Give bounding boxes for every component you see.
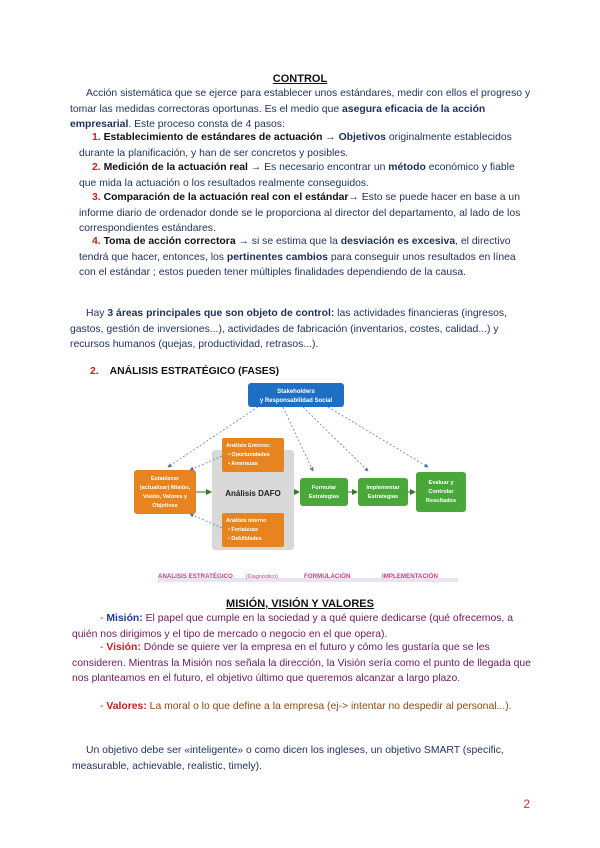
dafo-label: Análisis DAFO [225,489,281,498]
vision-paragraph: - Visión: Dónde se quiere ver la empresa en el futuro y cómo les gustaría que se les consideren. Mientras la Misión nos señala la dirección, la Visión sería como el punto de llegada que nos planteamos en el futuro, el objetivo último que queremos alcanzar a largo plazo. [72,642,531,685]
svg-text:• Oportunidades: • Oportunidades [228,452,270,458]
svg-text:Análisis Entorno:: Análisis Entorno: [226,443,271,449]
control-title: CONTROL [272,73,328,85]
phase-formulacion-label: FORMULACIÓN [304,573,351,580]
control-step-4: 4. Toma de acción correctora → si se estima que la desviación es excesiva, el directivo tendrá que hacer, entonces, los pertinentes cambios para conseguir unos resultados en línea con el estándar ; estos pueden tener múltiples finalidades dependiendo de la causa. [79,236,516,279]
phase-implementacion-label: IMPLEMENTACIÓN [382,573,438,580]
smart-paragraph: Un objetivo debe ser «inteligente» o como dicen los ingleses, un objetivo SMART (specific, measurable, achievable, realistic, timely). [72,745,504,772]
svg-text:Resultados: Resultados [425,498,457,504]
arrow-stake-implementar [303,407,368,471]
page-number: 2 [523,797,530,811]
svg-text:Visión, Valores y: Visión, Valores y [142,494,188,500]
phase-analisis-label: ANALISIS ESTRATÉGICO [158,573,233,580]
svg-text:Formular: Formular [311,485,337,491]
control-step-1: 1. Establecimiento de estándares de actuación → Objetivos originalmente establecidos durante la planificación, y han de ser concretos y posibles. [79,132,512,159]
svg-text:Establecer: Establecer [150,476,180,482]
svg-text:(actualizar) Misión,: (actualizar) Misión, [139,485,191,491]
svg-text:• Debilidades: • Debilidades [228,536,262,542]
mision-title: MISIÓN, VISIÓN Y VALORES [226,598,374,610]
control-areas: Hay 3 áreas principales que son objeto de control: las actividades financieras (ingresos, gastos, gestión de inversiones...), actividades de fabricación (inventarios, costes, calidad...) y recursos humanos (quejas, productividad, retrasos...). [70,308,507,351]
mision-paragraph: - Misión: El papel que cumple en la sociedad y a qué quiere dedicarse (qué ofrecemos, a quién nos dirigimos y el tipo de mercado o negocio en el que opera). [72,613,513,640]
phase-analisis-sub: (Diagnóstico) [246,574,278,580]
svg-text:Controlar: Controlar [428,489,454,495]
control-intro: Acción sistemática que se ejerce para establecer unos estándares, medir con ellos el progreso y tomar las medidas correctoras oportunas. Es el medio que asegura eficacia de la acción empresarial. Este proceso consta de 4 pasos: [70,88,531,131]
strategic-analysis-diagram [128,378,473,588]
svg-text:Evaluar y: Evaluar y [428,480,454,486]
svg-text:Objetivos: Objetivos [152,503,178,509]
stakeholders-line-1: Stakeholders [277,389,315,395]
implementar-box [358,478,408,506]
valores-paragraph: - Valores: La moral o lo que define a la empresa (ej-> intentar no despedir al personal...). [100,701,512,712]
control-step-3: 3. Comparación de la actuación real con el estándar→ Esto se puede hacer en base a un informe diario de ordenador donde se le proporciona al director del departamento, al lado de los correspondientes estándares. [79,192,521,235]
arrow-stake-evaluar [328,407,428,467]
svg-text:Implementar: Implementar [366,485,400,491]
stakeholders-line-2: y Responsabilidad Social [259,398,333,404]
analisis-heading: 2. ANÁLISIS ESTRATÉGICO (FASES) [90,366,280,377]
formular-box [300,478,348,506]
svg-text:• Fortalezas: • Fortalezas [228,527,259,533]
svg-text:Estrategias: Estrategias [308,494,340,500]
svg-text:Estrategias: Estrategias [367,494,399,500]
svg-text:Análisis Interno: Análisis Interno [226,518,267,524]
svg-text:• Amenazas: • Amenazas [228,461,258,467]
control-step-2: 2. Medición de la actuación real → Es necesario encontrar un método económico y fiable que mida la actuación o los resultados realmente conseguidos. [79,162,515,189]
